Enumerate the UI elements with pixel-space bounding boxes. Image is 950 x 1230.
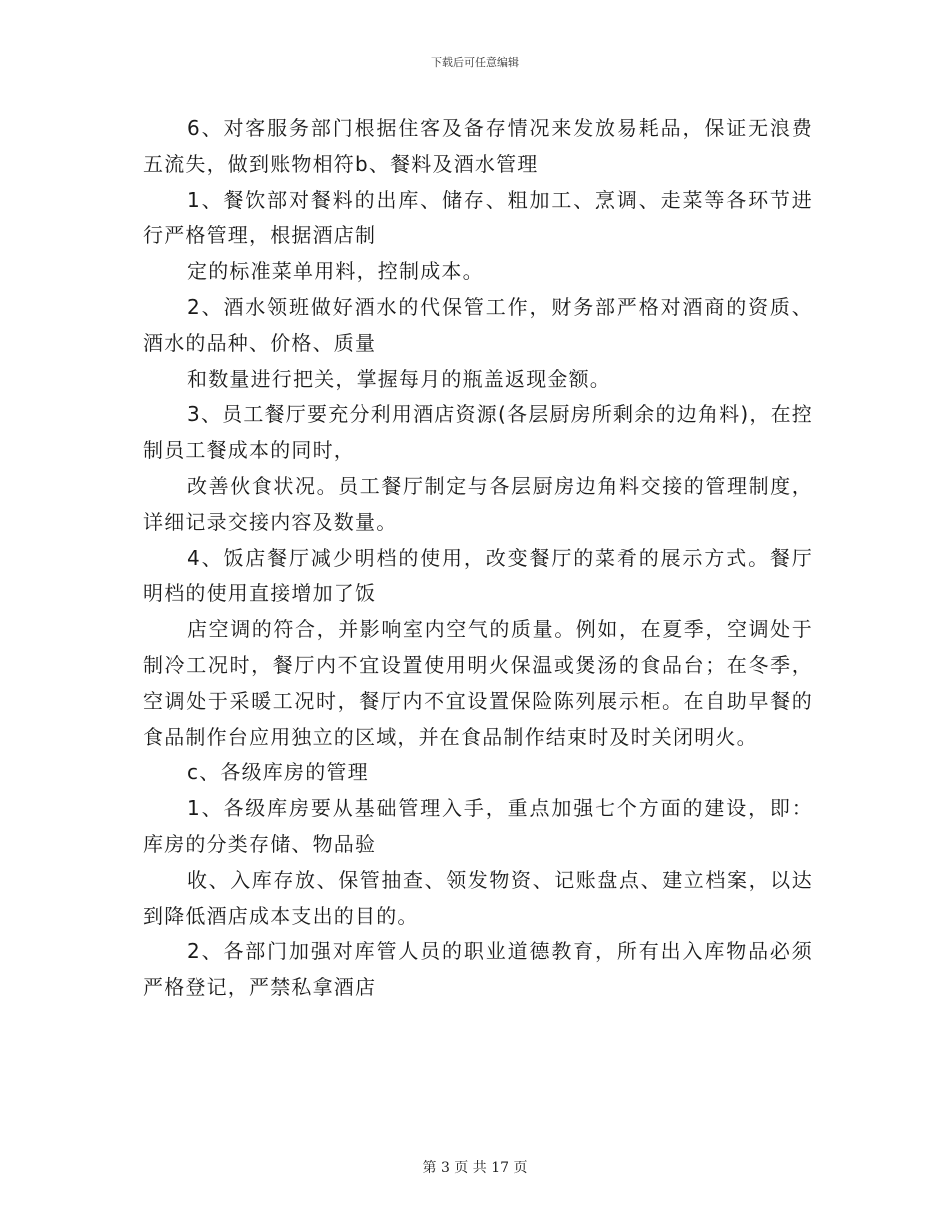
- paragraph: 4、饭店餐厅减少明档的使用，改变餐厅的菜肴的展示方式。餐厅明档的使用直接增加了饭: [143, 545, 813, 606]
- document-body: [143, 111, 813, 1006]
- paragraph: 2、酒水领班做好酒水的代保管工作，财务部严格对酒商的资质、酒水的品种、价格、质量: [143, 294, 813, 355]
- paragraph: 收、入库存放、保管抽查、领发物资、记账盘点、建立档案，以达到降低酒店成本支出的目的。: [143, 867, 813, 928]
- page-footer: 第 3 页 共 17 页: [422, 1160, 528, 1176]
- paragraph: 3、员工餐厅要充分利用酒店资源(各层厨房所剩余的边角料)，在控制员工餐成本的同时，: [143, 402, 813, 463]
- paragraph: 店空调的符合，并影响室内空气的质量。例如，在夏季，空调处于制冷工况时，餐厅内不宜设置使用明火保温或煲汤的食品台；在冬季，空调处于采暖工况时，餐厅内不宜设置保险陈列展示柜。在自助早餐的食品制作台应用独立的区域，并在食品制作结束时及时关闭明火。: [143, 617, 813, 749]
- paragraph: 6、对客服务部门根据住客及备存情况来发放易耗品，保证无浪费五流失，做到账物相符b、餐料及酒水管理: [143, 116, 813, 176]
- page-header: 下载后可任意编辑: [431, 56, 519, 69]
- paragraph: 定的标准菜单用料，控制成本。: [187, 259, 484, 284]
- paragraph: 1、各级库房要从基础管理入手，重点加强七个方面的建设，即：库房的分类存储、物品验: [143, 796, 813, 856]
- paragraph: 改善伙食状况。员工餐厅制定与各层厨房边角料交接的管理制度，详细记录交接内容及数量。: [143, 473, 813, 534]
- paragraph: 和数量进行把关，掌握每月的瓶盖返现金额。: [187, 366, 611, 391]
- section-heading: c、各级库房的管理: [187, 760, 369, 785]
- paragraph: 2、各部门加强对库管人员的职业道德教育，所有出入库物品必须严格登记，严禁私拿酒店: [143, 939, 813, 1000]
- paragraph: 1、餐饮部对餐料的出库、储存、粗加工、烹调、走菜等各环节进行严格管理，根据酒店制: [143, 187, 813, 248]
